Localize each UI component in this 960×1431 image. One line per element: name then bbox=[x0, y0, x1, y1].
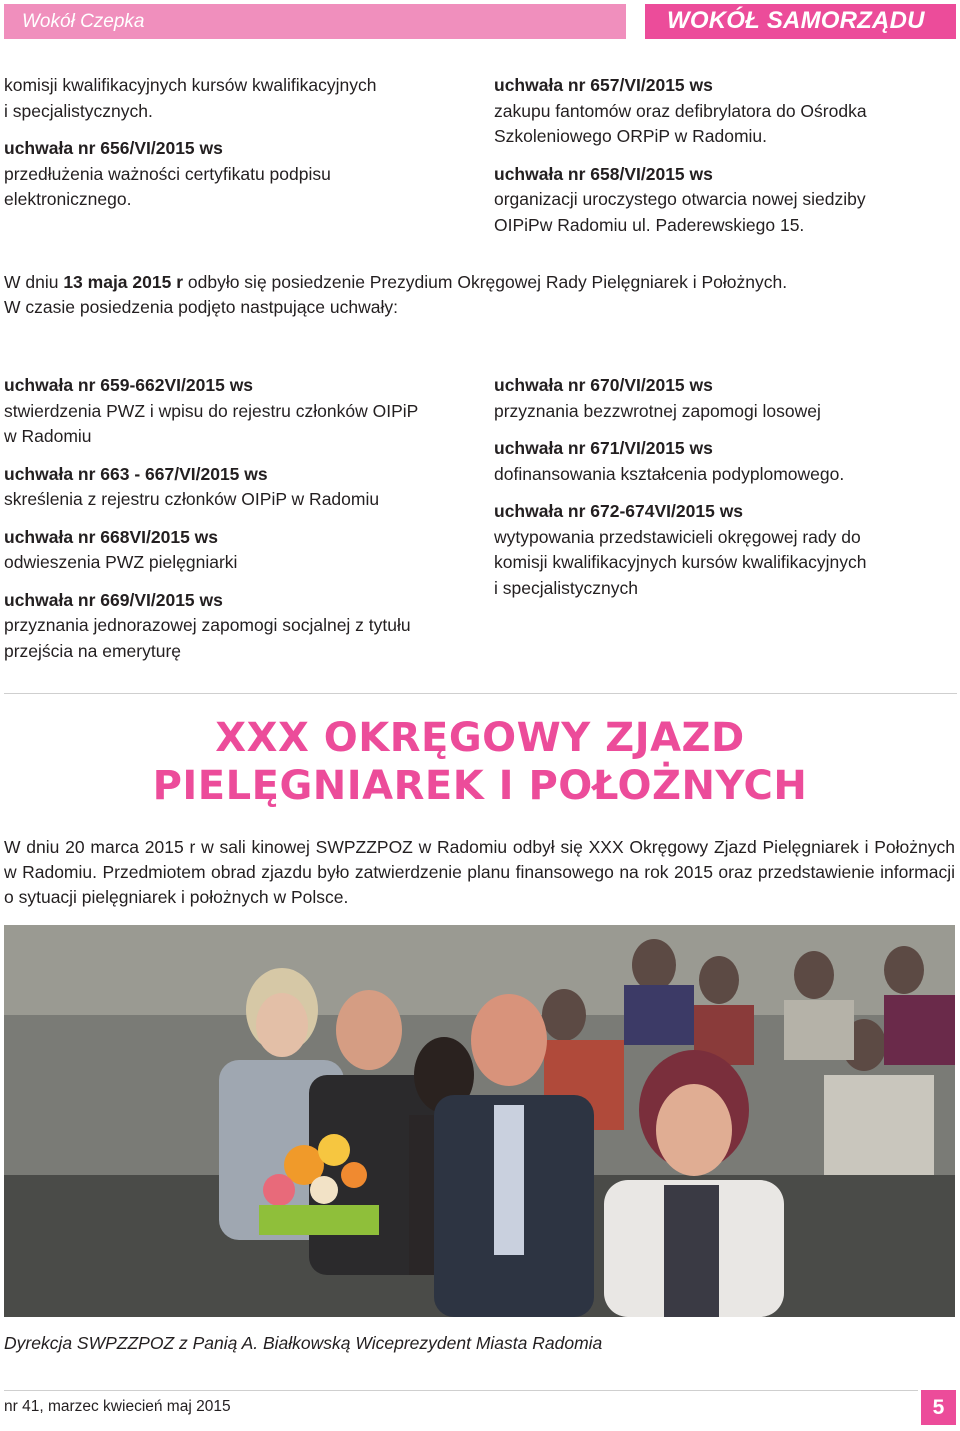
text-line: elektronicznego. bbox=[4, 189, 132, 209]
section-title-left: Wokół Czepka bbox=[22, 11, 145, 32]
photo-caption: Dyrekcja SWPZZPOZ z Panią A. Białkowską Wiceprezydent Miasta Radomia bbox=[4, 1333, 603, 1353]
resolutions-left-column bbox=[4, 373, 474, 664]
text-line: zakupu fantomów oraz defibrylatora do Ośrodka bbox=[494, 100, 867, 121]
resolution-text: stwierdzenia PWZ i wpisu do rejestru członków OIPiP bbox=[4, 400, 419, 421]
section-title-right: WOKÓŁ SAMORZĄDU bbox=[667, 7, 925, 34]
meeting-line-2: W czasie posiedzenia podjęto nastpujące uchwały: bbox=[4, 297, 398, 317]
text-line: i specjalistycznych. bbox=[4, 100, 153, 121]
resolution-text: przyznania jednorazowej zapomogi socjalnej z tytułu bbox=[4, 615, 411, 635]
meeting-line: W dniu 13 maja 2015 r odbyło się posiedzenie Prezydium Okręgowej Rady Pielęgniarek i Położnych. bbox=[4, 272, 788, 292]
resolution-text: i specjalistycznych bbox=[494, 577, 638, 598]
resolution-title: uchwała nr 670/VI/2015 ws bbox=[494, 375, 713, 395]
photo-illustration bbox=[4, 925, 955, 1317]
top-right-column bbox=[494, 73, 954, 238]
issue-info: nr 41, marzec kwiecień maj 2015 bbox=[4, 1398, 231, 1415]
top-left-column bbox=[4, 73, 474, 213]
text-line: komisji kwalifikacyjnych kursów kwalifikacyjnych bbox=[4, 75, 377, 95]
article-photo bbox=[4, 925, 955, 1317]
resolution-text: przyznania bezzwrotnej zapomogi losowej bbox=[494, 400, 821, 421]
meeting-date: 13 maja 2015 r bbox=[63, 272, 184, 292]
resolution-title: uchwała nr 658/VI/2015 ws bbox=[494, 163, 713, 184]
text-line: organizacji uroczystego otwarcia nowej siedziby bbox=[494, 189, 866, 209]
section-header-right bbox=[645, 4, 956, 39]
resolution-title: uchwała nr 669/VI/2015 ws bbox=[4, 589, 223, 610]
page-number: 5 bbox=[921, 1390, 956, 1425]
article-body: W dniu 20 marca 2015 r w sali kinowej SWPZZPOZ w Radomiu odbył się XXX Okręgowy Zjazd Pielęgniarek i Położnych w Radomiu. Przedmiotem obrad zjazdu było zatwierdzenie planu finansowego na rok 2015 oraz przedstawienie informacji o sytuacji pielęgniarek i położnych w Polsce. bbox=[4, 837, 955, 907]
resolution-text: komisji kwalifikacyjnych kursów kwalifikacyjnych bbox=[494, 552, 867, 572]
resolution-title: uchwała nr 657/VI/2015 ws bbox=[494, 75, 713, 95]
article-headline-line-1: XXX OKRĘGOWY ZJAZD bbox=[215, 715, 745, 761]
resolution-title: uchwała nr 659-662VI/2015 ws bbox=[4, 375, 254, 395]
resolution-title: uchwała nr 672-674VI/2015 ws bbox=[494, 501, 744, 521]
text-line: OIPiPw Radomiu ul. Paderewskiego 15. bbox=[494, 214, 805, 235]
text-line: przedłużenia ważności certyfikatu podpisu bbox=[4, 163, 331, 184]
resolution-title: uchwała nr 668VI/2015 ws bbox=[4, 526, 219, 547]
footer-divider bbox=[4, 1390, 918, 1391]
resolution-title: uchwała nr 671/VI/2015 ws bbox=[494, 438, 713, 458]
resolution-text: w Radomiu bbox=[4, 426, 92, 446]
section-header-left bbox=[4, 4, 626, 39]
section-divider bbox=[4, 693, 957, 694]
resolution-text: odwieszenia PWZ pielęgniarki bbox=[4, 552, 238, 572]
resolution-text: wytypowania przedstawicieli okręgowej rady do bbox=[494, 526, 861, 547]
resolution-text: skreślenia z rejestru członków OIPiP w Radomiu bbox=[4, 489, 380, 509]
resolution-title: uchwała nr 663 - 667/VI/2015 ws bbox=[4, 463, 268, 484]
resolutions-right-column bbox=[494, 373, 954, 601]
article-headline-line-2: PIELĘGNIAREK I POŁOŻNYCH bbox=[152, 763, 808, 809]
resolution-title: uchwała nr 656/VI/2015 ws bbox=[4, 138, 223, 158]
resolution-text: dofinansowania kształcenia podyplomowego. bbox=[494, 463, 845, 484]
resolution-text: przejścia na emeryturę bbox=[4, 640, 182, 661]
text-line: Szkoleniowego ORPiP w Radomiu. bbox=[494, 126, 768, 146]
